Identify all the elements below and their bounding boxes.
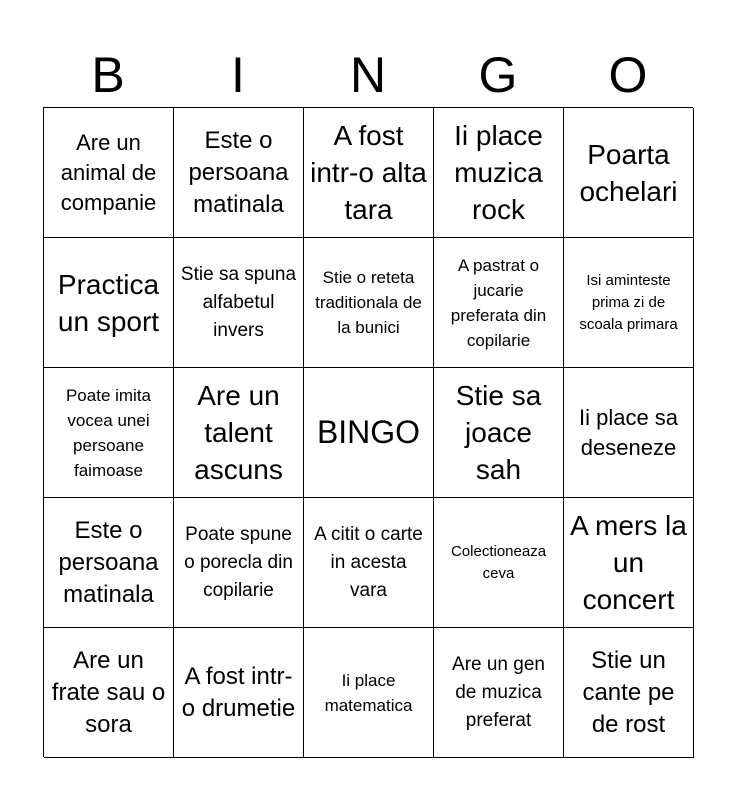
- bingo-cell[interactable]: [174, 628, 304, 758]
- cell-text: Practica un sport: [57, 268, 160, 337]
- cell-text: A citit o carte in acesta vara: [314, 523, 423, 601]
- cell-text: BINGO: [316, 414, 421, 450]
- bingo-cell[interactable]: [564, 238, 694, 368]
- bingo-cell[interactable]: [434, 368, 564, 498]
- cell-text: Colectioneaza ceva: [450, 542, 547, 582]
- cell-text: Stie sa spuna alfabetul invers: [180, 263, 297, 341]
- cell-text: Are un frate sau o sora: [51, 646, 166, 738]
- cell-text: Poarta ochelari: [579, 138, 678, 207]
- header-letter-i: I: [231, 47, 245, 103]
- bingo-cell[interactable]: [174, 498, 304, 628]
- cell-text: Este o persoana matinala: [58, 516, 159, 608]
- cell-text: Ii place sa deseneze: [578, 404, 679, 460]
- bingo-cell[interactable]: [44, 628, 174, 758]
- header-letter-g: G: [478, 47, 518, 103]
- cell-text: Stie o reteta traditionala de la bunici: [315, 268, 422, 337]
- bingo-cell[interactable]: [434, 238, 564, 368]
- bingo-cell[interactable]: [44, 368, 174, 498]
- bingo-cell[interactable]: [44, 108, 174, 238]
- header-letter-b: B: [91, 47, 125, 103]
- bingo-cell[interactable]: [304, 498, 434, 628]
- bingo-header: [43, 44, 693, 106]
- bingo-cell[interactable]: [564, 498, 694, 628]
- cell-text: Isi aminteste prima zi de scoala primara: [579, 271, 678, 333]
- bingo-cell[interactable]: [434, 628, 564, 758]
- bingo-cell[interactable]: [564, 628, 694, 758]
- cell-text: Poate spune o porecla din copilarie: [184, 523, 293, 601]
- bingo-cell[interactable]: [434, 498, 564, 628]
- bingo-cell[interactable]: [564, 108, 694, 238]
- bingo-cell[interactable]: [304, 628, 434, 758]
- cell-text: Stie un cante pe de rost: [582, 646, 675, 738]
- bingo-cell[interactable]: [174, 108, 304, 238]
- cell-text: Stie sa joace sah: [455, 380, 542, 485]
- cell-text: Ii place muzica rock: [454, 120, 543, 225]
- bingo-cell[interactable]: [44, 498, 174, 628]
- cell-text: Are un talent ascuns: [194, 380, 283, 485]
- cell-text: Este o persoana matinala: [188, 126, 289, 218]
- cell-text: A fost intr-o alta tara: [310, 120, 427, 225]
- cell-text: Ii place matematica: [324, 670, 413, 715]
- cell-text: Poate imita vocea unei persoane faimoase: [65, 385, 152, 480]
- bingo-cell[interactable]: [44, 238, 174, 368]
- cell-text: A fost intr-o drumetie: [181, 662, 296, 722]
- bingo-free-cell[interactable]: [304, 368, 434, 498]
- bingo-cell[interactable]: [434, 108, 564, 238]
- cell-text: A mers la un concert: [570, 510, 687, 615]
- cell-text: Are un animal de companie: [60, 129, 157, 215]
- bingo-cell[interactable]: [174, 238, 304, 368]
- bingo-cell[interactable]: [304, 108, 434, 238]
- cell-text: A pastrat o jucarie preferata din copilarie: [450, 255, 547, 350]
- header-letter-o: O: [608, 47, 648, 103]
- bingo-cell[interactable]: [564, 368, 694, 498]
- bingo-card: [43, 107, 693, 757]
- cell-text: Are un gen de muzica preferat: [452, 653, 545, 731]
- bingo-cell[interactable]: [304, 238, 434, 368]
- bingo-cell[interactable]: [174, 368, 304, 498]
- header-letter-n: N: [349, 47, 387, 103]
